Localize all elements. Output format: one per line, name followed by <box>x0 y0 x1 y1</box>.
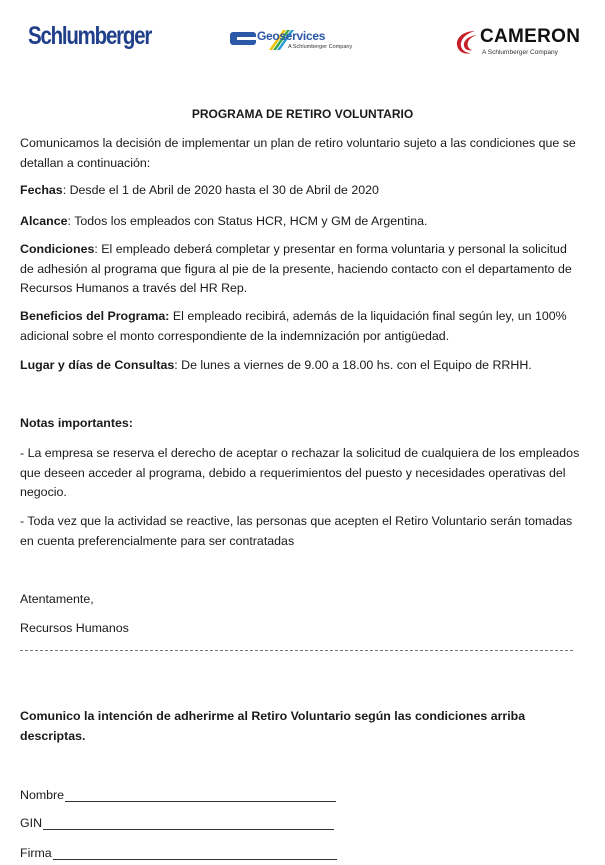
section-sep: : <box>94 242 102 256</box>
section-text: Desde el 1 de Abril de 2020 hasta el 30 de Abril de 2020 <box>69 183 379 197</box>
cameron-tagline: A Schlumberger Company <box>482 49 558 56</box>
firma-input-line[interactable] <box>53 845 337 860</box>
section-label: Beneficios del Programa: <box>20 309 170 323</box>
field-label: Firma <box>20 846 52 860</box>
adhesion-statement: Comunico la intención de adherirme al Retiro Voluntario según las condiciones arriba descriptas. <box>20 709 526 743</box>
section-sep: : <box>62 183 70 197</box>
section-sep: : <box>67 214 75 228</box>
section-label: Fechas <box>20 183 63 197</box>
section-fechas <box>20 181 580 201</box>
field-nombre <box>20 787 336 802</box>
note-item: - Toda vez que la actividad se reactive, las personas que acepten el Retiro Voluntario serán tomadas en cuenta preferencialmente para ser contratadas <box>20 514 573 548</box>
geoservices-tagline: A Schlumberger Company <box>288 44 353 50</box>
section-text: El empleado recibirá, además de la liquidación final según ley, un 100% adicional sobre el monto correspondiente de la indemnización por antigüedad. <box>20 309 567 343</box>
section-label: Condiciones <box>20 242 95 256</box>
geoservices-wordmark: Geoservices <box>257 29 326 43</box>
closing-text: Atentamente, <box>20 592 94 606</box>
section-sep: : <box>174 358 182 372</box>
cameron-wordmark: CAMERON <box>480 26 581 47</box>
geoservices-g-mark <box>230 32 256 45</box>
field-label: GIN <box>20 816 43 830</box>
section-beneficios <box>20 307 580 346</box>
section-text: Todos los empleados con Status HCR, HCM y GM de Argentina. <box>74 214 428 228</box>
cameron-swirl-icon <box>455 28 479 56</box>
section-condiciones <box>20 240 580 299</box>
intro-paragraph: Comunicamos la decisión de implementar un plan de retiro voluntario sujeto a las condiciones que se detallan a continuación: <box>20 136 576 170</box>
section-text: De lunes a viernes de 9.00 a 18.00 hs. con el Equipo de RRHH. <box>181 358 532 372</box>
field-firma <box>20 845 337 860</box>
nombre-input-line[interactable] <box>65 787 336 802</box>
geoservices-logo <box>230 29 365 55</box>
section-alcance <box>20 212 580 232</box>
signature-text: Recursos Humanos <box>20 621 129 635</box>
schlumberger-logo: Schlumberger <box>28 22 152 50</box>
field-label: Nombre <box>20 788 65 802</box>
field-gin <box>20 815 334 830</box>
section-consultas <box>20 356 580 376</box>
cut-line-divider <box>20 650 573 651</box>
section-text: El empleado deberá completar y presentar en forma voluntaria y personal la solicitud de adhesión al programa que figura al pie de la presente, haciendo contacto con el departamento de Recursos Humanos a través del HR Rep. <box>20 242 572 295</box>
section-label: Alcance <box>20 214 68 228</box>
note-item: - La empresa se reserva el derecho de aceptar o rechazar la solicitud de cualquiera de los empleados que deseen acceder al programa, debido a requerimientos del puesto y necesidades operativas del negocio. <box>20 446 580 499</box>
notes-heading: Notas importantes: <box>20 416 133 430</box>
section-label: Lugar y días de Consultas <box>20 358 175 372</box>
document-title: PROGRAMA DE RETIRO VOLUNTARIO <box>191 107 414 121</box>
gin-input-line[interactable] <box>43 815 334 830</box>
